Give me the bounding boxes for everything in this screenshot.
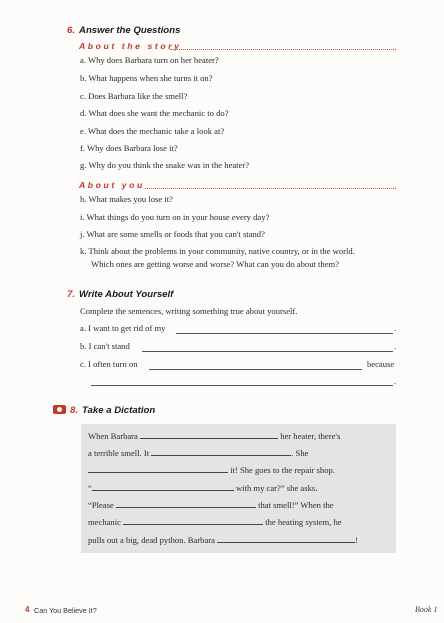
question-f: f. Why does Barbara lose it?: [80, 143, 178, 153]
question-d: d. What does she want the mechanic to do?: [80, 108, 229, 118]
dictation-line-3: [88, 464, 335, 475]
dictation-line-7: [88, 534, 358, 545]
about-story-heading: About the story: [79, 41, 182, 51]
dictation-text: a terrible smell. It: [88, 448, 150, 458]
section6-title: Answer the Questions: [79, 25, 181, 36]
question-e: e. What does the mechanic take a look at?: [80, 126, 225, 136]
footer-page-number: 4: [25, 605, 30, 614]
dictation-text: with my car?” she asks.: [235, 483, 318, 493]
dictation-line-6: [88, 516, 342, 527]
dictation-line-2: [88, 447, 308, 458]
dictation-text: When Barbara: [88, 431, 138, 441]
dictation-text: mechanic: [88, 517, 121, 527]
dictation-blank[interactable]: [92, 482, 234, 491]
dictation-text: !: [355, 535, 358, 545]
dictation-blank[interactable]: [116, 499, 256, 508]
dictation-text: “: [88, 483, 92, 493]
dictation-text: that smell!” When the: [258, 500, 334, 510]
sentence-c-prompt: c. I often turn on: [80, 359, 138, 369]
about-you-dotted-rule: [145, 188, 396, 189]
question-h: h. What makes you lose it?: [80, 194, 173, 204]
dictation-text: her heater, there's: [280, 431, 341, 441]
sentence-b-answer-line[interactable]: [142, 351, 393, 352]
section7-instruction: Complete the sentences, writing something true about yourself.: [80, 306, 298, 316]
sentence-c-period: .: [394, 376, 397, 386]
dictation-line-1: [88, 430, 340, 441]
dictation-blank[interactable]: [217, 534, 355, 543]
question-k-continued: Which ones are getting worse and worse? What can you do about them?: [91, 259, 340, 269]
section6-number: 6.: [67, 25, 76, 36]
section8-number: 8.: [70, 405, 79, 416]
dictation-line-5: [88, 499, 334, 510]
footer-book-title: Can You Believe It?: [34, 606, 97, 615]
dictation-blank[interactable]: [88, 464, 228, 473]
section7-heading: [67, 289, 173, 300]
dictation-text: it! She goes to the repair shop.: [230, 465, 335, 475]
question-k: k. Think about the problems in your community, native country, or in the world.: [80, 246, 355, 256]
section8-heading: [70, 405, 155, 416]
sentence-c-answer-line[interactable]: [149, 369, 362, 370]
question-a: a. Why does Barbara turn on her heater?: [80, 55, 219, 65]
dictation-box: [81, 424, 396, 553]
section7-number: 7.: [67, 289, 76, 300]
about-you-heading: About you: [79, 180, 145, 190]
dictation-blank[interactable]: [151, 447, 291, 456]
dictation-text: . She: [291, 448, 309, 458]
sentence-a-answer-line[interactable]: [176, 333, 393, 334]
question-j: j. What are some smells or foods that you can't stand?: [80, 229, 265, 239]
question-g: g. Why do you think the snake was in the heater?: [80, 160, 250, 170]
dictation-blank[interactable]: [140, 430, 278, 439]
question-b: b. What happens when she turns it on?: [80, 73, 213, 83]
dictation-line-4: [88, 482, 317, 493]
dictation-text: “Please: [88, 500, 114, 510]
sentence-a-prompt: a. I want to get rid of my: [80, 323, 166, 333]
section8-title: Take a Dictation: [82, 405, 156, 416]
sentence-b-period: .: [394, 341, 397, 351]
sentence-a-period: .: [394, 323, 397, 333]
footer-book-label: Book 1: [415, 605, 438, 614]
question-c: c. Does Barbara like the smell?: [80, 91, 188, 101]
sentence-b-prompt: b. I can't stand: [80, 341, 130, 351]
dictation-text: the heating system, he: [265, 517, 342, 527]
sentence-c-continuation-line[interactable]: [91, 385, 393, 386]
dictation-text: pulls out a big, dead python. Barbara: [88, 535, 215, 545]
section6-heading: [67, 25, 180, 36]
sentence-c-because: because: [367, 359, 395, 369]
section7-title: Write About Yourself: [79, 289, 174, 300]
audio-cd-icon[interactable]: [53, 405, 66, 414]
about-story-dotted-rule: [170, 49, 396, 50]
question-i: i. What things do you turn on in your house every day?: [80, 212, 270, 222]
dictation-blank[interactable]: [123, 516, 263, 525]
